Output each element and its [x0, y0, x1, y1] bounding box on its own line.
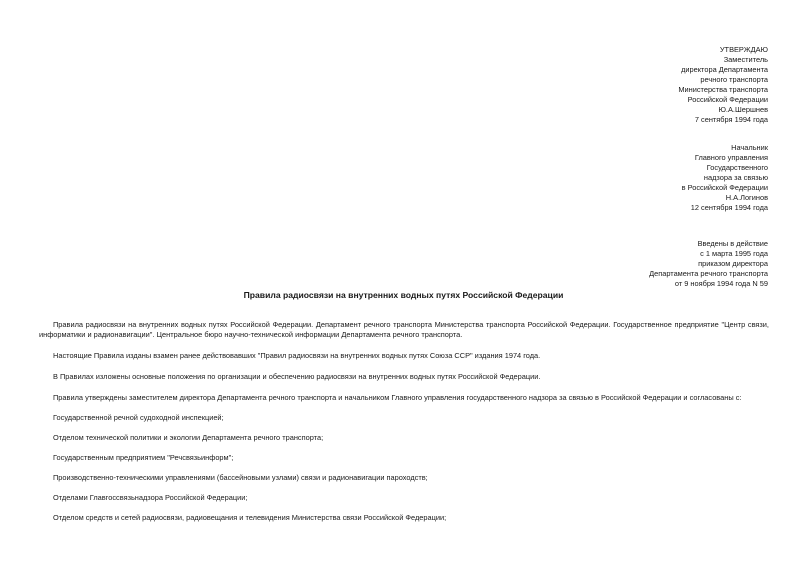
- approval-line: с 1 марта 1995 года: [700, 249, 768, 258]
- list-item: Государственной речной судоходной инспекцией;: [53, 413, 224, 422]
- spacer: [468, 213, 768, 239]
- approval-line: УТВЕРЖДАЮ: [719, 45, 768, 54]
- list-item: Производственно-техническими управлениями (бассейновыми узлами) связи и радионавигации пароходств;: [53, 473, 428, 482]
- approval-line: Начальник: [731, 143, 768, 152]
- approval-line: приказом директора: [698, 259, 768, 268]
- approval-line: Заместитель: [723, 55, 768, 64]
- approval-line: Государственного: [706, 163, 768, 172]
- approval-line: Департамента речного транспорта: [649, 269, 768, 278]
- list-item: Государственным предприятием "Речсвязьинформ";: [53, 453, 234, 462]
- paragraph: Настоящие Правила изданы взамен ранее действовавших "Правил радиосвязи на внутренних водных путях Союза ССР" издания 1974 года.: [53, 351, 541, 360]
- approval-line: надзора за связью: [703, 173, 768, 182]
- list-item: Отделом средств и сетей радиосвязи, радиовещания и телевидения Министерства связи Российской Федерации;: [53, 513, 447, 522]
- approval-line: 12 сентября 1994 года: [690, 203, 768, 212]
- paragraph: Правила радиосвязи на внутренних водных путях Российской Федерации. Департамент речного транспорта Министерства транспорта Российской Федерации. Государственное предприятие "Центр связи, информатики и радионавигации". Центральное бюро научно-технической информации Департамента речного транспорта.: [39, 320, 769, 339]
- approval-line: Введены в действие: [697, 239, 768, 248]
- approval-line: Н.А.Логинов: [725, 193, 768, 202]
- approval-line: Ю.А.Шершнев: [718, 105, 768, 114]
- approval-line: речного транспорта: [700, 75, 768, 84]
- document-body: [39, 320, 769, 533]
- approval-line: в Российской Федерации: [681, 183, 768, 192]
- approval-line: Министерства транспорта: [678, 85, 768, 94]
- paragraph: Правила утверждены заместителем директора Департамента речного транспорта и начальником Главного управления государственного надзора за связью в Российской Федерации и согласованы с:: [53, 393, 742, 402]
- paragraph: В Правилах изложены основные положения по организации и обеспечению радиосвязи на внутренних водных путях Российской Федерации.: [53, 372, 541, 381]
- approval-line: директора Департамента: [681, 65, 768, 74]
- spacer: [468, 125, 768, 143]
- approval-block: [468, 45, 768, 289]
- list-item: Отделом технической политики и экологии Департамента речного транспорта;: [53, 433, 324, 442]
- approval-line: 7 сентября 1994 года: [694, 115, 768, 124]
- document-title: Правила радиосвязи на внутренних водных путях Российской Федерации: [243, 290, 564, 300]
- approval-line: Главного управления: [694, 153, 768, 162]
- approval-line: Российской Федерации: [687, 95, 768, 104]
- list-item: Отделами Главгоссвязьнадзора Российской Федерации;: [53, 493, 248, 502]
- approval-line: от 9 ноября 1994 года N 59: [674, 279, 768, 288]
